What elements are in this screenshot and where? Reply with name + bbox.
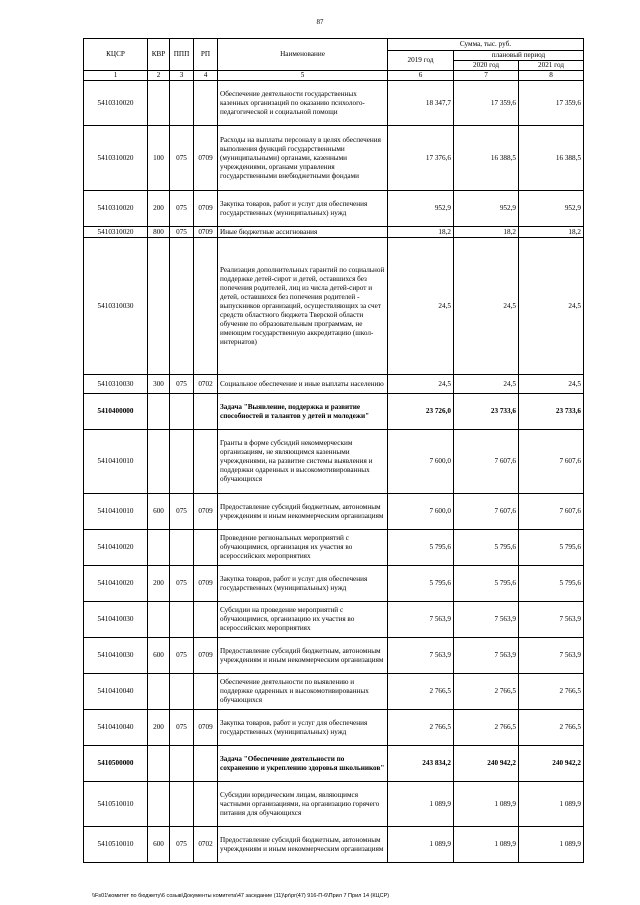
cell-2020: 2 766,5	[454, 674, 519, 710]
cell-kcsr: 5410410030	[84, 638, 148, 674]
cell-name: Предоставление субсидий бюджетным, автономным учреждениям и иным некоммерческим организациям	[218, 494, 388, 530]
cell-2019: 17 376,6	[388, 126, 454, 191]
cell-2020: 7 563,9	[454, 638, 519, 674]
cell-2019: 24,5	[388, 375, 454, 394]
cell-rp	[194, 430, 218, 494]
table-row	[84, 227, 584, 238]
cell-kvr: 600	[148, 638, 170, 674]
table-row	[84, 126, 584, 191]
cell-kvr: 100	[148, 126, 170, 191]
cell-kcsr: 5410310020	[84, 126, 148, 191]
cell-ppp	[170, 782, 194, 827]
table-row	[84, 638, 584, 674]
cell-name: Реализация дополнительных гарантий по социальной поддержке детей-сирот и детей, оставшихся без попечения родителей, лиц из числа детей-сирот и детей, оставшихся без попечения родителей - выпускников организаций, осуществляющих за счет средств областного бюджета Тверской области обучение по образовательным программам, не имеющим государственную аккредитацию (школ-интернатов)	[218, 238, 388, 375]
cell-ppp	[170, 530, 194, 566]
cell-rp: 0709	[194, 566, 218, 602]
table-body	[84, 81, 584, 863]
cell-2020: 16 388,5	[454, 126, 519, 191]
cell-2021: 16 388,5	[519, 126, 584, 191]
cell-name: Задача "Выявление, поддержка и развитие способностей и талантов у детей и молодежи"	[218, 394, 388, 430]
cell-name: Обеспечение деятельности по выявлению и поддержке одаренных и высокомотивированных обучающихся	[218, 674, 388, 710]
cell-2021: 7 607,6	[519, 430, 584, 494]
cell-name: Предоставление субсидий бюджетным, автономным учреждениям и иным некоммерческим организациям	[218, 638, 388, 674]
cell-name: Гранты в форме субсидий некоммерческим организациям, не являющимся казенными учреждениями, на развитие системы выявления и поддержки одаренных и высокомотивированных обучающихся	[218, 430, 388, 494]
table-row	[84, 710, 584, 746]
table-row	[84, 827, 584, 863]
cell-kcsr: 5410310030	[84, 238, 148, 375]
cell-kvr: 600	[148, 827, 170, 863]
cell-rp: 0709	[194, 227, 218, 238]
cell-name: Задача "Обеспечение деятельности по сохранению и укреплению здоровья школьников"	[218, 746, 388, 782]
column-number: 7	[454, 71, 519, 81]
cell-kvr	[148, 746, 170, 782]
cell-kvr: 200	[148, 710, 170, 746]
cell-2019: 2 766,5	[388, 710, 454, 746]
header-plan-period: плановый период	[454, 51, 584, 61]
column-number: 1	[84, 71, 148, 81]
cell-2021: 240 942,2	[519, 746, 584, 782]
cell-rp: 0709	[194, 710, 218, 746]
cell-rp	[194, 530, 218, 566]
cell-name: Социальное обеспечение и иные выплаты населению	[218, 375, 388, 394]
cell-2019: 7 600,0	[388, 494, 454, 530]
cell-2019: 23 726,0	[388, 394, 454, 430]
cell-2019: 7 563,9	[388, 638, 454, 674]
cell-rp	[194, 746, 218, 782]
cell-2021: 5 795,6	[519, 530, 584, 566]
column-number-row	[84, 71, 584, 81]
cell-2019: 1 089,9	[388, 782, 454, 827]
cell-2019: 5 795,6	[388, 530, 454, 566]
cell-2020: 17 359,6	[454, 81, 519, 126]
cell-ppp: 075	[170, 375, 194, 394]
cell-2021: 7 563,9	[519, 638, 584, 674]
cell-kvr: 200	[148, 191, 170, 227]
file-path-footer: \\Fs01\комитет по бюджету\6 созыв\Документы комитета\47 заседание (11)\pr\pr(47) 916-П-6\Прил 7 Прил 14 (КЦСР)	[92, 893, 390, 899]
cell-name: Обеспечение деятельности государственных казенных организаций по оказанию психолого-педагогической и социальной помощи	[218, 81, 388, 126]
cell-rp: 0709	[194, 494, 218, 530]
cell-ppp: 075	[170, 827, 194, 863]
cell-kcsr: 5410400000	[84, 394, 148, 430]
cell-kvr	[148, 394, 170, 430]
cell-ppp: 075	[170, 566, 194, 602]
cell-2019: 243 834,2	[388, 746, 454, 782]
table-row	[84, 191, 584, 227]
column-number: 3	[170, 71, 194, 81]
cell-name: Предоставление субсидий бюджетным, автономным учреждениям и иным некоммерческим организациям	[218, 827, 388, 863]
table-row	[84, 430, 584, 494]
header-ppp: ППП	[170, 39, 194, 71]
table-row	[84, 674, 584, 710]
cell-kvr: 600	[148, 494, 170, 530]
table-row	[84, 375, 584, 394]
table-row	[84, 494, 584, 530]
cell-2020: 1 089,9	[454, 827, 519, 863]
cell-ppp	[170, 674, 194, 710]
cell-2020: 24,5	[454, 238, 519, 375]
cell-kvr	[148, 674, 170, 710]
cell-2019: 5 795,6	[388, 566, 454, 602]
cell-rp: 0702	[194, 375, 218, 394]
cell-kvr	[148, 81, 170, 126]
cell-rp	[194, 238, 218, 375]
cell-kvr	[148, 238, 170, 375]
cell-2020: 1 089,9	[454, 782, 519, 827]
column-number: 5	[218, 71, 388, 81]
cell-ppp	[170, 430, 194, 494]
cell-rp: 0702	[194, 827, 218, 863]
cell-ppp: 075	[170, 494, 194, 530]
cell-2021: 18,2	[519, 227, 584, 238]
table-row	[84, 81, 584, 126]
column-number: 8	[519, 71, 584, 81]
cell-2021: 24,5	[519, 238, 584, 375]
cell-2021: 17 359,6	[519, 81, 584, 126]
table-row	[84, 394, 584, 430]
budget-table	[83, 38, 584, 863]
cell-kcsr: 5410310030	[84, 375, 148, 394]
cell-2019: 7 600,0	[388, 430, 454, 494]
cell-kcsr: 5410410020	[84, 530, 148, 566]
table-row	[84, 238, 584, 375]
page-number: 87	[316, 18, 324, 26]
cell-2019: 2 766,5	[388, 674, 454, 710]
cell-kcsr: 5410410020	[84, 566, 148, 602]
cell-2019: 1 089,9	[388, 827, 454, 863]
cell-2021: 5 795,6	[519, 566, 584, 602]
cell-kcsr: 5410510010	[84, 782, 148, 827]
cell-kcsr: 5410410030	[84, 602, 148, 638]
cell-kcsr: 5410410010	[84, 494, 148, 530]
cell-name: Проведение региональных мероприятий с обучающимися, организация их участия во всероссийских мероприятиях	[218, 530, 388, 566]
cell-kcsr: 5410410010	[84, 430, 148, 494]
table-row	[84, 602, 584, 638]
cell-name: Субсидии юридическим лицам, являющимся частными организациями, на организацию горячего питания для обучающихся	[218, 782, 388, 827]
cell-2019: 7 563,9	[388, 602, 454, 638]
cell-ppp	[170, 394, 194, 430]
cell-rp	[194, 81, 218, 126]
cell-kcsr: 5410410040	[84, 710, 148, 746]
cell-2020: 5 795,6	[454, 566, 519, 602]
cell-ppp	[170, 746, 194, 782]
cell-2021: 1 089,9	[519, 782, 584, 827]
header-sum-title: Сумма, тыс. руб.	[388, 39, 584, 51]
cell-rp	[194, 782, 218, 827]
cell-kcsr: 5410510010	[84, 827, 148, 863]
header-kvr: КВР	[148, 39, 170, 71]
cell-kvr	[148, 430, 170, 494]
cell-2021: 23 733,6	[519, 394, 584, 430]
cell-kvr: 300	[148, 375, 170, 394]
cell-rp	[194, 394, 218, 430]
cell-2021: 2 766,5	[519, 674, 584, 710]
cell-kcsr: 5410310020	[84, 81, 148, 126]
table-row	[84, 782, 584, 827]
cell-ppp: 075	[170, 126, 194, 191]
cell-2020: 2 766,5	[454, 710, 519, 746]
cell-rp: 0709	[194, 191, 218, 227]
cell-2019: 18,2	[388, 227, 454, 238]
header-name: Наименование	[218, 39, 388, 71]
cell-2021: 24,5	[519, 375, 584, 394]
cell-2020: 24,5	[454, 375, 519, 394]
header-kcsr: КЦСР	[84, 39, 148, 71]
cell-2019: 18 347,7	[388, 81, 454, 126]
cell-ppp	[170, 81, 194, 126]
cell-kcsr: 5410410040	[84, 674, 148, 710]
table-row	[84, 530, 584, 566]
header-year-2021: 2021 год	[519, 61, 584, 71]
cell-kcsr: 5410310020	[84, 191, 148, 227]
cell-2021: 7 563,9	[519, 602, 584, 638]
header-year-2020: 2020 год	[454, 61, 519, 71]
table-header	[84, 39, 584, 81]
column-number: 4	[194, 71, 218, 81]
table-row	[84, 566, 584, 602]
cell-kvr: 800	[148, 227, 170, 238]
cell-ppp	[170, 238, 194, 375]
cell-2020: 18,2	[454, 227, 519, 238]
cell-2020: 7 607,6	[454, 430, 519, 494]
cell-name: Расходы на выплаты персоналу в целях обеспечения выполнения функций государственными (муниципальными) органами, казенными учреждениями, органами управления государственными внебюджетными фондами	[218, 126, 388, 191]
cell-name: Закупка товаров, работ и услуг для обеспечения государственных (муниципальных) нужд	[218, 566, 388, 602]
column-number: 6	[388, 71, 454, 81]
cell-kcsr: 5410310020	[84, 227, 148, 238]
column-number: 2	[148, 71, 170, 81]
cell-kvr	[148, 530, 170, 566]
cell-2021: 7 607,6	[519, 494, 584, 530]
cell-rp: 0709	[194, 638, 218, 674]
cell-rp	[194, 602, 218, 638]
cell-2020: 23 733,6	[454, 394, 519, 430]
cell-2019: 952,9	[388, 191, 454, 227]
cell-2021: 2 766,5	[519, 710, 584, 746]
cell-ppp: 075	[170, 638, 194, 674]
cell-2021: 952,9	[519, 191, 584, 227]
cell-2020: 240 942,2	[454, 746, 519, 782]
cell-rp	[194, 674, 218, 710]
header-rp: РП	[194, 39, 218, 71]
cell-2020: 7 607,6	[454, 494, 519, 530]
cell-2020: 5 795,6	[454, 530, 519, 566]
cell-2020: 7 563,9	[454, 602, 519, 638]
cell-kcsr: 5410500000	[84, 746, 148, 782]
cell-2019: 24,5	[388, 238, 454, 375]
table-row	[84, 746, 584, 782]
cell-ppp: 075	[170, 710, 194, 746]
cell-rp: 0709	[194, 126, 218, 191]
cell-ppp: 075	[170, 227, 194, 238]
cell-kvr	[148, 602, 170, 638]
cell-kvr	[148, 782, 170, 827]
header-year-2019: 2019 год	[388, 51, 454, 71]
cell-2021: 1 089,9	[519, 827, 584, 863]
cell-ppp	[170, 602, 194, 638]
cell-name: Иные бюджетные ассигнования	[218, 227, 388, 238]
cell-name: Закупка товаров, работ и услуг для обеспечения государственных (муниципальных) нужд	[218, 191, 388, 227]
cell-kvr: 200	[148, 566, 170, 602]
cell-name: Закупка товаров, работ и услуг для обеспечения государственных (муниципальных) нужд	[218, 710, 388, 746]
cell-ppp: 075	[170, 191, 194, 227]
cell-2020: 952,9	[454, 191, 519, 227]
cell-name: Субсидии на проведение мероприятий с обучающимися, организацию их участия во всероссийских мероприятиях	[218, 602, 388, 638]
